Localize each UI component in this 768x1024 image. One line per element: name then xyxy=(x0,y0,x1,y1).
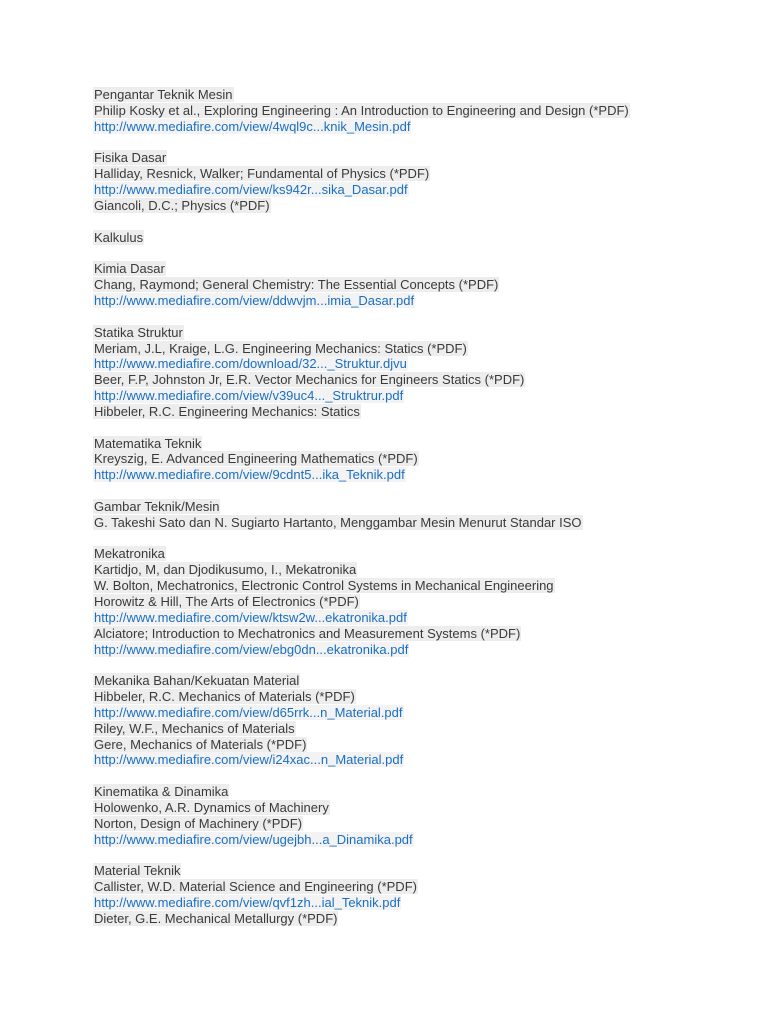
book-reference: W. Bolton, Mechatronics, Electronic Control Systems in Mechanical Engineering xyxy=(94,578,554,594)
book-reference: G. Takeshi Sato dan N. Sugiarto Hartanto, Menggambar Mesin Menurut Standar ISO xyxy=(94,514,582,530)
course-section xyxy=(93,673,753,768)
download-link[interactable]: http://www.mediafire.com/download/32..._Struktur.djvu xyxy=(94,356,407,372)
download-link[interactable]: http://www.mediafire.com/view/i24xac...n_Material.pdf xyxy=(94,752,404,768)
book-reference: Beer, F.P, Johnston Jr, E.R. Vector Mechanics for Engineers Statics (*PDF) xyxy=(94,372,525,388)
course-heading: Gambar Teknik/Mesin xyxy=(94,498,220,514)
course-section xyxy=(93,230,753,246)
course-section xyxy=(93,499,753,531)
course-heading: Kinematika & Dinamika xyxy=(94,784,229,800)
download-link[interactable]: http://www.mediafire.com/view/9cdnt5...ika_Teknik.pdf xyxy=(94,467,405,483)
download-link[interactable]: http://www.mediafire.com/view/ks942r...sika_Dasar.pdf xyxy=(94,182,408,198)
book-reference: Meriam, J.L, Kraige, L.G. Engineering Mechanics: Statics (*PDF) xyxy=(94,340,467,356)
book-reference: Kreyszig, E. Advanced Engineering Mathematics (*PDF) xyxy=(94,451,418,467)
book-reference: Kartidjo, M, dan Djodikusumo, I., Mekatronika xyxy=(94,562,357,578)
course-heading: Kimia Dasar xyxy=(94,261,165,277)
course-heading: Fisika Dasar xyxy=(94,150,167,166)
download-link[interactable]: http://www.mediafire.com/view/4wql9c...knik_Mesin.pdf xyxy=(94,118,411,134)
book-reference: Riley, W.F., Mechanics of Materials xyxy=(94,720,295,736)
book-reference: Giancoli, D.C.; Physics (*PDF) xyxy=(94,197,270,213)
download-link[interactable]: http://www.mediafire.com/view/d65rrk...n_Material.pdf xyxy=(94,704,403,720)
book-reference: Callister, W.D. Material Science and Engineering (*PDF) xyxy=(94,879,417,895)
course-section xyxy=(93,325,753,420)
download-link[interactable]: http://www.mediafire.com/view/ddwvjm...imia_Dasar.pdf xyxy=(94,292,415,308)
download-link[interactable]: http://www.mediafire.com/view/ktsw2w...ekatronika.pdf xyxy=(94,609,407,625)
book-reference: Horowitz & Hill, The Arts of Electronics (*PDF) xyxy=(94,594,359,609)
download-link[interactable]: http://www.mediafire.com/view/ebg0dn...ekatronika.pdf xyxy=(94,641,409,657)
course-heading: Mekatronika xyxy=(94,546,165,562)
course-heading: Kalkulus xyxy=(94,229,144,245)
course-section xyxy=(93,863,753,926)
download-link[interactable]: http://www.mediafire.com/view/v39uc4..._Struktrur.pdf xyxy=(94,388,404,404)
book-reference: Halliday, Resnick, Walker; Fundamental of Physics (*PDF) xyxy=(94,166,430,182)
download-link[interactable]: http://www.mediafire.com/view/ugejbh...a_Dinamika.pdf xyxy=(94,831,413,847)
course-section xyxy=(93,261,753,309)
download-link[interactable]: http://www.mediafire.com/view/qvf1zh...ial_Teknik.pdf xyxy=(94,895,401,911)
course-heading: Material Teknik xyxy=(94,863,181,879)
course-section xyxy=(93,150,753,213)
book-reference: Philip Kosky et al., Exploring Engineering : An Introduction to Engineering and Design (*PDF) xyxy=(94,102,629,118)
book-reference: Dieter, G.E. Mechanical Metallurgy (*PDF) xyxy=(94,910,338,926)
course-section xyxy=(93,546,753,657)
course-heading: Pengantar Teknik Mesin xyxy=(94,87,233,102)
course-heading: Statika Struktur xyxy=(94,324,183,340)
book-reference: Hibbeler, R.C. Mechanics of Materials (*PDF) xyxy=(94,689,355,705)
book-reference: Alciatore; Introduction to Mechatronics and Measurement Systems (*PDF) xyxy=(94,625,521,641)
book-reference: Holowenko, A.R. Dynamics of Machinery xyxy=(94,799,329,815)
course-section xyxy=(93,87,753,135)
document-body xyxy=(93,87,753,943)
book-reference: Chang, Raymond; General Chemistry: The Essential Concepts (*PDF) xyxy=(94,277,499,293)
book-reference: Hibbeler, R.C. Engineering Mechanics: Statics xyxy=(94,403,360,419)
course-section xyxy=(93,436,753,484)
course-heading: Mekanika Bahan/Kekuatan Material xyxy=(94,673,300,689)
course-heading: Matematika Teknik xyxy=(94,435,202,451)
course-section xyxy=(93,784,753,847)
book-reference: Norton, Design of Machinery (*PDF) xyxy=(94,815,303,831)
book-reference: Gere, Mechanics of Materials (*PDF) xyxy=(94,736,307,752)
